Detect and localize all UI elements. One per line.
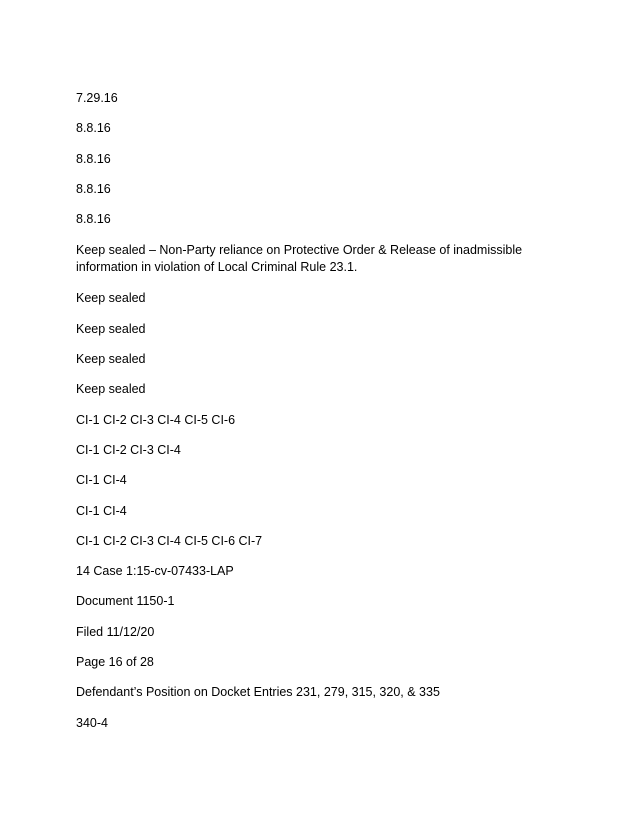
sealing-position-entry: Keep sealed	[76, 291, 146, 306]
ci-list-entry: CI-1 CI-2 CI-3 CI-4 CI-5 CI-6 CI-7	[76, 533, 263, 548]
sealing-position-entry: Keep sealed	[76, 382, 146, 397]
date-entry: 8.8.16	[76, 212, 111, 227]
date-entry: 8.8.16	[76, 121, 111, 136]
date-entry: 8.8.16	[76, 181, 111, 196]
document-body	[76, 91, 566, 746]
document-number-line: Document 1150-1	[76, 594, 175, 609]
sealing-position-entry: Keep sealed	[76, 352, 146, 367]
sealing-position-paragraph: Keep sealed – Non-Party reliance on Protective Order & Release of inadmissible information in violation of Local Criminal Rule 23.1.	[76, 243, 523, 275]
sealing-position-entry: Keep sealed	[76, 321, 146, 336]
page-number-line: Page 16 of 28	[76, 655, 154, 670]
docket-entry-line: 340-4	[76, 715, 108, 730]
ci-list-entry: CI-1 CI-4	[76, 503, 127, 518]
case-number-line: 14 Case 1:15-cv-07433-LAP	[76, 564, 234, 579]
filed-date-line: Filed 11/12/20	[76, 624, 155, 639]
ci-list-entry: CI-1 CI-4	[76, 473, 127, 488]
date-entry: 8.8.16	[76, 151, 111, 166]
document-title-line: Defendant’s Position on Docket Entries 231, 279, 315, 320, & 335	[76, 685, 440, 700]
ci-list-entry: CI-1 CI-2 CI-3 CI-4	[76, 442, 181, 457]
ci-list-entry: CI-1 CI-2 CI-3 CI-4 CI-5 CI-6	[76, 412, 236, 427]
date-entry: 7.29.16	[76, 91, 118, 105]
